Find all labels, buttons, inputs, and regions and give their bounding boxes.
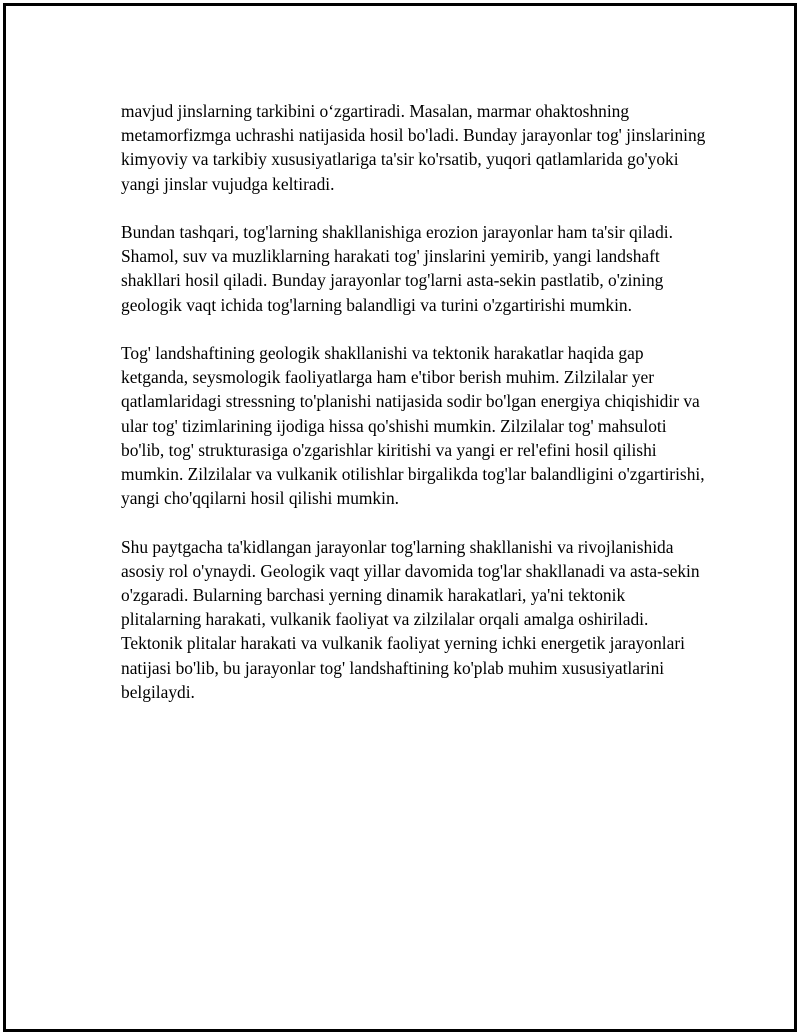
paragraph-4: Shu paytgacha ta'kidlangan jarayonlar tog'larning shakllanishi va rivojlanishida asosiy rol o'ynaydi. Geologik vaqt yillar davomida tog'lar shakllanadi va asta-sekin o'zgaradi. Bularning barchasi yerning dinamik harakatlari, ya'ni tektonik plitalarning harakati, vulkanik faoliyat va zilzilalar orqali amalga oshiriladi. Tektonik plitalar harakati va vulkanik faoliyat yerning ichki energetik jarayonlari natijasi bo'lib, bu jarayonlar tog' landshaftining ko'plab muhim xususiyatlarini belgilaydi. — [121, 536, 700, 702]
paragraph-3: Tog' landshaftining geologik shakllanishi va tektonik harakatlar haqida gap ketganda, seysmologik faoliyatlarga ham e'tibor berish muhim. Zilzilalar yer qatlamlaridagi stressning to'planishi natijasida sodir bo'lgan energiya chiqishidir va ular tog' tizimlarining ijodiga hissa qo'shishi mumkin. Zilzilalar tog' mahsuloti bo'lib, tog' strukturasiga o'zgarishlar kiritishi va yangi er rel'efini hosil qilishi mumkin. Zilzilalar va vulkanik otilishlar birgalikda tog'lar balandligini o'zgartirishi, yangi cho'qqilarni hosil qilishi mumkin. — [121, 343, 705, 509]
page-frame — [3, 3, 797, 1032]
document-body — [121, 99, 706, 728]
paragraph-2: Bundan tashqari, tog'larning shakllanishiga erozion jarayonlar ham ta'sir qiladi. Shamol, suv va muzliklarning harakati tog' jinslarini yemirib, yangi landshaft shakllari hosil qiladi. Bunday jarayonlar tog'larni asta-sekin pastlatib, o'zining geologik vaqt ichida tog'larning balandligi va turini o'zgartirishi mumkin. — [121, 222, 673, 315]
paragraph-1: mavjud jinslarning tarkibini o‘zgartiradi. Masalan, marmar ohaktoshning metamorfizmga uchrashi natijasida hosil bo'ladi. Bunday jarayonlar tog' jinslarining kimyoviy va tarkibiy xususiyatlariga ta'sir ko'rsatib, yuqori qatlamlarida go'yoki yangi jinslar vujudga keltiradi. — [121, 101, 706, 194]
